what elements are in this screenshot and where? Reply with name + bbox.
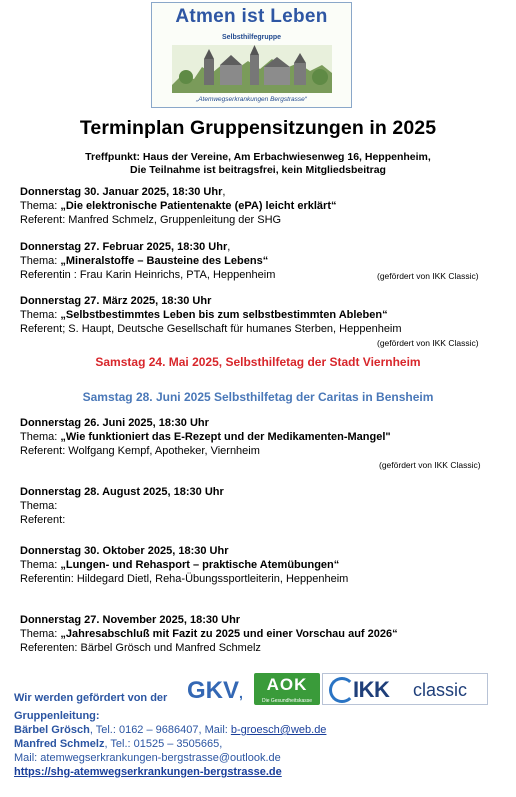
leadership-label: Gruppenleitung: [14,710,100,722]
contact-groesch: Bärbel Grösch, Tel.: 0162 – 9686407, Mail: b-groesch@web.de [14,724,327,736]
session-date: Donnerstag 30. Oktober 2025, 18:30 Uhr [20,545,229,557]
session-speaker: Referent: Manfred Schmelz, Gruppenleitung der SHG [20,214,282,226]
session-topic: Thema: „Mineralstoffe – Bausteine des Lebens“ [20,255,269,267]
session-topic: Thema: „Wie funktioniert das E-Rezept und der Medikamenten-Mangel" [20,431,391,443]
ikk-classic-logo [322,673,488,705]
session-speaker: Referentin: Hildegard Dietl, Reha-Übungssportleiterin, Heppenheim [20,573,349,585]
session-date: Donnerstag 27. Februar 2025, 18:30 Uhr, [20,241,231,253]
town-silhouette-icon [172,45,332,93]
session-topic: Thema: „Selbstbestimmtes Leben bis zum selbstbestimmten Ableben“ [20,309,388,321]
aok-subtitle: Die Gesundheitskasse [261,698,313,704]
session-topic: Thema: [20,500,58,512]
session-speaker: Referenten: Bärbel Grösch und Manfred Schmelz [20,642,261,654]
session-speaker: Referent: [20,514,66,526]
aok-wordmark: AOK [266,675,308,694]
aok-logo [254,673,320,705]
group-logo [151,2,352,108]
gkv-logo: GKV, [187,677,243,704]
website-link[interactable]: https://shg-atemwegserkrankungen-bergstrasse.de [14,766,282,778]
ikk-arc-icon [329,677,355,703]
ikk-wordmark: IKK [353,677,390,702]
session-date: Donnerstag 28. August 2025, 18:30 Uhr [20,486,224,498]
session-date: Donnerstag 27. März 2025, 18:30 Uhr [20,295,212,307]
session-speaker: Referentin : Frau Karin Heinrichs, PTA, Heppenheim [20,269,276,281]
funding-note: (gefördert von IKK Classic) [377,338,479,348]
session-date: Donnerstag 27. November 2025, 18:30 Uhr [20,614,241,626]
meeting-point: Treffpunkt: Haus der Vereine, Am Erbachwiesenweg 16, Heppenheim, [85,151,431,163]
session-speaker: Referent; S. Haupt, Deutsche Gesellschaft für humanes Sterben, Heppenheim [20,323,402,335]
session-speaker: Referent: Wolfgang Kempf, Apotheker, Viernheim [20,445,260,457]
ikk-classic-wordmark: classic [413,680,468,700]
group-email: Mail: atemwegserkrankungen-bergstrasse@outlook.de [14,752,281,764]
email-link-groesch[interactable]: b-groesch@web.de [230,724,327,736]
logo-subtitle: Selbsthilfegruppe [221,34,282,41]
sponsors-label: Wir werden gefördert von der [14,692,168,704]
participation-note: Die Teilnahme ist beitragsfrei, kein Mitgliedsbeitrag [130,164,386,176]
event-bensheim: Samstag 28. Juni 2025 Selbsthilfetag der Caritas in Bensheim [82,390,434,404]
logo-title: Atmen ist Leben [175,6,328,27]
contact-schmelz: Manfred Schmelz, Tel.: 01525 – 3505665, [14,738,223,750]
event-viernheim: Samstag 24. Mai 2025, Selbsthilfetag der Stadt Viernheim [95,355,421,369]
session-topic: Thema: „Die elektronische Patientenakte (ePA) leicht erklärt“ [20,200,337,212]
session-topic: Thema: „Lungen- und Rehasport – praktische Atemübungen“ [20,559,340,571]
page-title: Terminplan Gruppensitzungen in 2025 [79,117,437,139]
logo-tagline: „Atemwegserkrankungen Bergstrasse“ [196,96,307,103]
session-date: Donnerstag 26. Juni 2025, 18:30 Uhr [20,417,209,429]
funding-note: (gefördert von IKK Classic) [377,271,479,281]
funding-note: (gefördert von IKK Classic) [379,460,481,470]
session-date: Donnerstag 30. Januar 2025, 18:30 Uhr, [20,186,226,198]
session-topic: Thema: „Jahresabschluß mit Fazit zu 2025 und einer Vorschau auf 2026“ [20,628,398,640]
